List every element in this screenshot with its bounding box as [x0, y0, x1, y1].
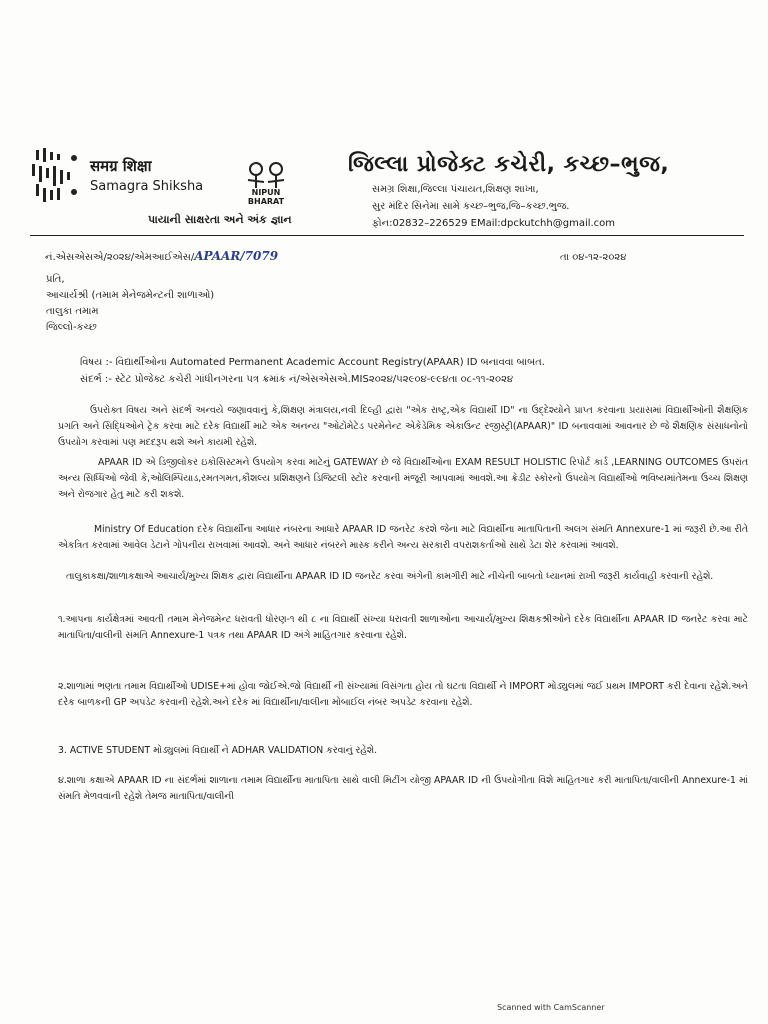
nipun-bharat-logo: [238, 160, 294, 208]
recipient-line-1: આચાર્યશ્રી (તમામ મેનેજમેન્ટની શાળાઓ): [46, 290, 215, 301]
org-name-english: Samagra Shiksha: [90, 179, 204, 194]
point-3: 3. ACTIVE STUDENT મોડ્યુલમાં વિદ્યાર્થી ને ADHAR VALIDATION કરવાનું રહેશે.: [58, 745, 378, 756]
header-divider: [30, 235, 744, 236]
paragraph-2: APAAR ID એ ડિજીલોકર ઇકોસિસ્ટમને ઉપયોગ કરવા માટેનું GATEWAY છે જે વિદ્યાર્થીઓના EXAM RESULT HOLISTIC રિપોર્ટ કાર્ડ ,LEARNING OUTCOMES ઉપરાંત અન્ય સિધ્ધિઓ જેવી કે,ઓલિમ્પિયાડ,રમતગમત,કૌશલ્ય પ્રશિક્ષણને ડિજિટલી સ્ટોર કરવાની મંજૂરી આપવામાં આવશે.આ ક્રેડીટ સ્કોરનો ઉપયોગ વિદ્યાર્થીઓ ભવિષ્યમાંતેમના ઉચ્ચ શિક્ષણ અને રોજગાર હેતુ માટે કરી શકશે.: [58, 457, 748, 500]
ref-printed: નં.એસએસએ/૨૦૨૪/એમઆઈએસ/: [45, 252, 195, 263]
address-line-2: સુર મંદિર સિનેમા સામે કચ્છ–ભુજ,જિ–કચ્છ.ભુજ.: [372, 201, 570, 212]
address-line-1: સમગ્ર શિક્ષા,જિલ્લા પંચાયત,શિક્ષણ શાખા,: [372, 184, 539, 195]
ref-handwritten: APAAR/7079: [194, 249, 279, 263]
point-4: ૪.શાળા કક્ષાએ APAAR ID ના સંદર્ભમાં શાળાના તમામ વિદ્યાર્થીના માતાપિતા સાથે વાલી મિટીંગ યોજી APAAR ID ની ઉપયોગીતા વિશે માહિતગાર કરી માતાપિતા/વાલીની Annexure-1 માં સંમતિ મેળવવાની રહેશે તેમજ માતાપિતા/વાલીની: [58, 775, 748, 802]
samagra-shiksha-logo-icon: [30, 148, 82, 204]
scanner-watermark: Scanned with CamScanner: [497, 1003, 605, 1012]
org-name-hindi: समग्र शिक्षा: [90, 157, 152, 175]
letter-date: તા ૦૪-૧૨-૨૦૨૪: [560, 252, 627, 263]
paragraph-3: Ministry Of Education દરેક વિદ્યાર્થીના આધાર નંબરના આધારે APAAR ID જનરેટ કરશે જેના માટે વિદ્યાર્થીના માતાપિતાની અલગ સંમતિ Annexure-1 માં જરૂરી છે.આ રીતે એકત્રિત કરવામાં આવેલ ડેટાને ગોપનીય રાખવામાં આવશે. અને આધાર નંબરને માસ્ક કરીને અન્ય સરકારી વપરાશકર્તાઓ સાથે ડેટા શેર કરવામાં આવશે.: [58, 524, 748, 551]
recipient-line-3: જિલ્લો-કચ્છ: [46, 322, 97, 333]
tagline: પાયાની સાક્ષરતા અને અંક જ્ઞાન: [148, 213, 292, 226]
nipun-label: NIPUN BHARAT: [247, 188, 285, 206]
paragraph-4: તાલુકાકક્ષા/શાળાકક્ષાએ આચાર્ય/મુખ્ય શિક્ષક દ્વારા વિદ્યાર્થીના APAAR ID ID જનરેટ કરવા અંગેની કામગીરી માટે નીચેની બાબતો ધ્યાનમાં રાખી જરૂરી કાર્યવાહી કરવાની રહેશે.: [66, 571, 714, 582]
contact-line: ફોન:02832–226529 EMail:dpckutchh@gmail.com: [372, 218, 616, 229]
paragraph-1: ઉપરોક્ત વિષય અને સંદર્ભ અન્વયે જણાવવાનું કે,શિક્ષણ મંત્રાલય,નવી દિલ્હી દ્વારા "એક રાષ્ટ્ર,એક વિદ્યાર્થી ID" ના ઉદ્દેશ્યોને પ્રાપ્ત કરવાના પ્રયાસમાં વિદ્યાર્થીઓની શૈક્ષણિક પ્રગતિ અને સિદ્ધિઓને ટ્રેક કરવા માટે દરેક વિદ્યાર્થી માટે એક અનન્ય "ઓટોમેટેડ પરમેનેન્ટ એકેડેમિક એકાઉન્ટ રજીસ્ટ્રી(APAAR)" ID બનાવવામાં આવનાર છે જે શૈક્ષણિક સંસાધનોનો ઉપયોગ કરવામાં પણ મદદરૂપ થશે અને કાયમી રહેશે.: [58, 405, 748, 448]
office-title: જિલ્લા પ્રોજેક્ટ કચેરી, કચ્છ–ભુજ,: [348, 152, 670, 177]
point-1: ૧.આપના કાર્યક્ષેત્રમાં આવતી તમામ મેનેજમેન્ટ ધરાવતી ધોરણ-૧ થી ૮ ના વિદ્યાર્થી સંખ્યા ધરાવતી શાળાઓના આચાર્ય/મુખ્ય શિક્ષકશ્રીઓને દરેક વિદ્યાર્થીના APAAR ID જનરેટ કરવા માટે માતાપિતા/વાલીની સંમતિ Annexure-1 પત્રક તથા APAAR ID અંગે માહિતગાર કરવાના રહેશે.: [58, 614, 748, 641]
reference-number: [45, 249, 278, 263]
reference-line: સંદર્ભ :- સ્ટેટ પ્રોજેક્ટ કચેરી ગાંધીનગરના પત્ર ક્રમાંક નં/એસએસએ.MIS૨૦૨૪/૫૨૯૦૪-૯૯૪તા ૦૮-૧૧-૨૦૨૪: [80, 374, 514, 385]
recipient-line-2: તાલુકા તમામ: [46, 306, 99, 317]
point-2: ૨.શાળામાં ભણતા તમામ વિદ્યાર્થીઓ UDISE+માં હોવા જોઈએ.જો વિદ્યાર્થી ની સંખ્યામાં વિસંગતા હોય તો ઘટતા વિદ્યાર્થી ને IMPORT મોડ્યુલમાં જઈ પ્રથમ IMPORT કરી દેવાના રહેશે.અને દરેક બાળકની GP અપડેટ કરવાની રહેશે.અને દરેક માં વિદ્યાર્થીના/વાલીના મોબાઈલ નંબર અપડેટ કરવાના રહેશે.: [58, 681, 748, 708]
subject-line: વિષય :- વિદ્યાર્થીઓના Automated Permanent Academic Account Registry(APAAR) ID બનાવવા બાબત.: [80, 357, 545, 368]
salutation-to: પ્રતિ,: [46, 274, 65, 285]
